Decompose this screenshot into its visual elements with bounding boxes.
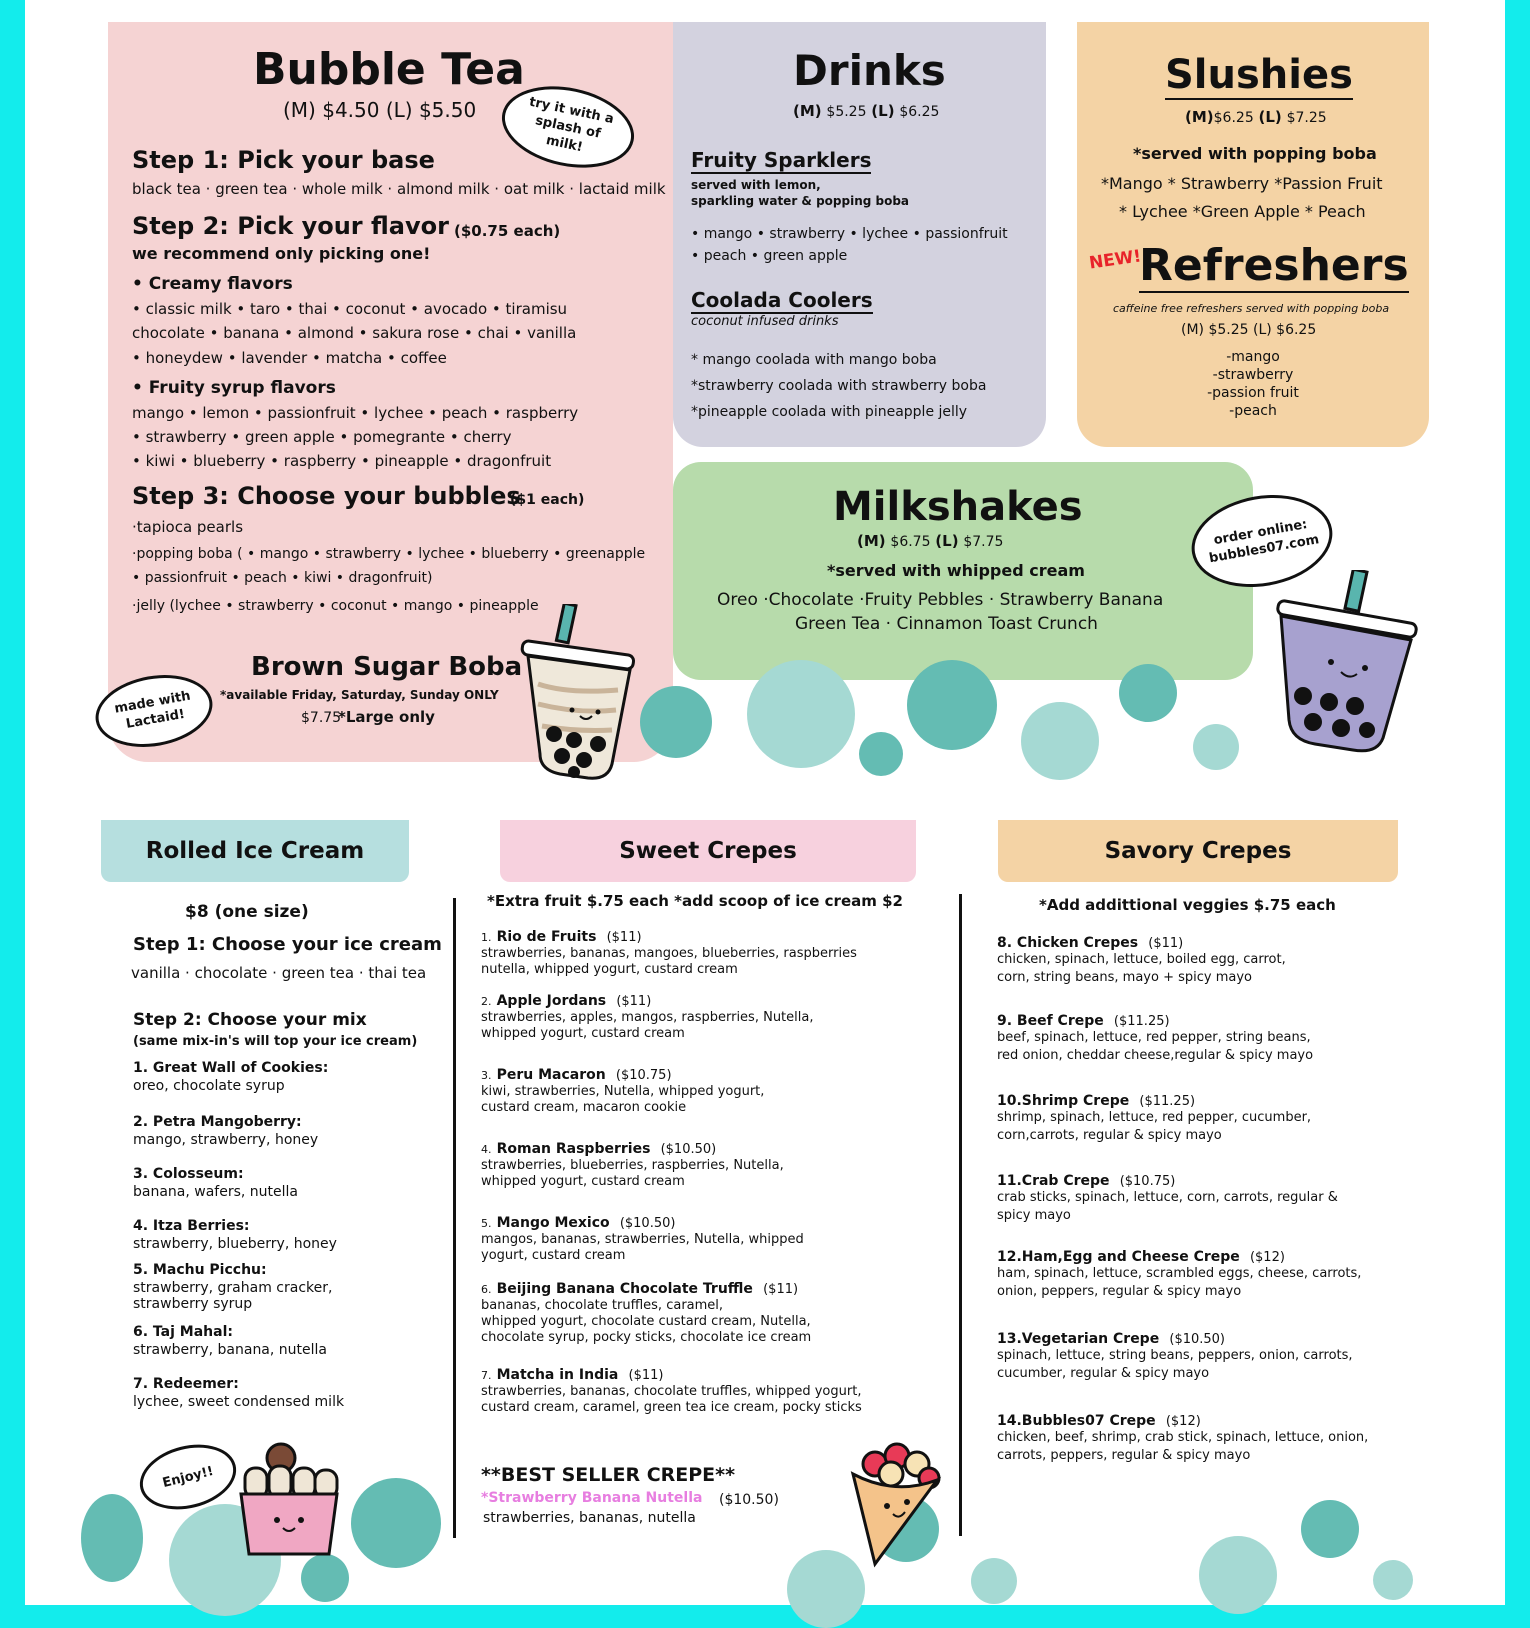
ice-cream-mix-desc: mango, strawberry, honey bbox=[133, 1132, 319, 1148]
brown-sugar-large: *Large only bbox=[338, 708, 435, 726]
savory-crepe-desc: corn,carrots, regular & spicy mayo bbox=[997, 1128, 1222, 1143]
savory-crepe-price: ($11.25) bbox=[1113, 1014, 1170, 1029]
sparklers-sub-1: served with lemon, bbox=[691, 178, 821, 192]
savory-crepe-desc: ham, spinach, lettuce, scrambled eggs, cheese, carrots, bbox=[997, 1266, 1362, 1281]
ice-cream-mix-desc: strawberry, blueberry, honey bbox=[133, 1236, 337, 1252]
drinks-price-m: $5.25 bbox=[826, 104, 867, 120]
rolled-ice-cream-header: Rolled Ice Cream bbox=[101, 820, 409, 882]
savory-crepe-item bbox=[997, 1410, 1201, 1429]
savory-crepe-desc: red onion, cheddar cheese,regular & spicy mayo bbox=[997, 1048, 1314, 1063]
sparklers-line-1: • mango • strawberry • lychee • passionfruit bbox=[691, 226, 1008, 242]
sweet-crepe-num: 5. bbox=[481, 1217, 492, 1230]
creamy-line-1: • classic milk • taro • thai • coconut • avocado • tiramisu bbox=[132, 300, 568, 318]
decor-circle bbox=[301, 1554, 349, 1602]
milkshakes-flavors-1: Oreo ·Chocolate ·Fruity Pebbles · Strawberry Banana bbox=[717, 590, 1164, 610]
sweet-crepe-num: 2. bbox=[481, 995, 492, 1008]
step1-title: Step 1: Pick your base bbox=[132, 146, 435, 174]
decor-circle bbox=[971, 1558, 1017, 1604]
sweet-crepe-item bbox=[481, 990, 651, 1009]
savory-crepe-item bbox=[997, 932, 1183, 951]
sweet-crepe-price: ($11) bbox=[606, 930, 642, 945]
savory-crepe-name: 12.Ham,Egg and Cheese Crepe bbox=[997, 1249, 1240, 1265]
savory-crepe-price: ($10.50) bbox=[1169, 1332, 1226, 1347]
bubble-line-1: ·tapioca pearls bbox=[132, 518, 244, 536]
sweet-crepe-item bbox=[481, 1278, 798, 1297]
drinks-panel bbox=[673, 22, 1046, 447]
sweet-crepe-name: Matcha in India bbox=[496, 1367, 619, 1383]
ice-cream-mix-name: 6. Taj Mahal: bbox=[133, 1324, 233, 1340]
step1-items: black tea · green tea · whole milk · almond milk · oat milk · lactaid milk bbox=[132, 180, 666, 198]
sweet-crepe-price: ($10.50) bbox=[619, 1216, 676, 1231]
savory-crepe-name: 14.Bubbles07 Crepe bbox=[997, 1413, 1156, 1429]
savory-crepe-name: 8. Chicken Crepes bbox=[997, 935, 1139, 951]
ice-cream-mix-name: 3. Colosseum: bbox=[133, 1166, 244, 1182]
sweet-crepe-num: 6. bbox=[481, 1283, 492, 1296]
sweet-crepe-item bbox=[481, 926, 642, 945]
shakes-price-l: $7.75 bbox=[963, 534, 1004, 550]
fruity-line-2: • strawberry • green apple • pomegrante • cherry bbox=[132, 428, 512, 446]
savory-crepe-price: ($12) bbox=[1249, 1250, 1285, 1265]
savory-crepe-desc: shrimp, spinach, lettuce, red pepper, cucumber, bbox=[997, 1110, 1312, 1125]
decor-circle bbox=[907, 660, 997, 750]
sparklers-sub-2: sparkling water & popping boba bbox=[691, 194, 910, 208]
savory-crepe-item bbox=[997, 1246, 1285, 1265]
best-seller-title: **BEST SELLER CREPE** bbox=[481, 1464, 736, 1486]
sweet-crepe-name: Roman Raspberries bbox=[496, 1141, 651, 1157]
step2-price: ($0.75 each) bbox=[454, 222, 561, 240]
fruity-title: • Fruity syrup flavors bbox=[132, 378, 336, 398]
refreshers-item: -passion fruit bbox=[1207, 385, 1299, 401]
sweet-crepe-desc: chocolate syrup, pocky sticks, chocolate ice cream bbox=[481, 1330, 812, 1345]
ice-cream-step2-note: (same mix-in's will top your ice cream) bbox=[133, 1034, 418, 1049]
slushies-price-m: $6.25 bbox=[1213, 110, 1254, 126]
milk-speech-bubble: try it with a splash of milk! bbox=[494, 75, 641, 179]
milkshakes-note: *served with whipped cream bbox=[827, 561, 1085, 580]
refreshers-item: -mango bbox=[1226, 349, 1280, 365]
slushies-price-m-label: (M) bbox=[1185, 108, 1214, 126]
best-seller-desc: strawberries, bananas, nutella bbox=[483, 1510, 696, 1526]
milkshakes-flavors-2: Green Tea · Cinnamon Toast Crunch bbox=[795, 614, 1098, 634]
bubble-tea-title: Bubble Tea bbox=[253, 44, 525, 95]
sweet-crepe-num: 7. bbox=[481, 1369, 492, 1382]
sweet-crepe-name: Rio de Fruits bbox=[496, 929, 597, 945]
sweet-crepe-desc: whipped yogurt, chocolate custard cream, Nutella, bbox=[481, 1314, 811, 1329]
sweet-crepe-item bbox=[481, 1212, 675, 1231]
refreshers-item: -peach bbox=[1229, 403, 1277, 419]
ice-cream-step1-title: Step 1: Choose your ice cream bbox=[133, 934, 442, 955]
shakes-price-m: $6.75 bbox=[890, 534, 931, 550]
savory-crepe-desc: crab sticks, spinach, lettuce, corn, carrots, regular & bbox=[997, 1190, 1338, 1205]
savory-crepe-desc: spinach, lettuce, string beans, peppers, onion, carrots, bbox=[997, 1348, 1353, 1363]
coolers-sub: coconut infused drinks bbox=[691, 314, 839, 329]
enjoy-speech-bubble: Enjoy!! bbox=[133, 1435, 243, 1519]
decor-circle bbox=[1373, 1560, 1413, 1600]
ice-cream-mix-name: 1. Great Wall of Cookies: bbox=[133, 1060, 329, 1076]
savory-crepe-price: ($10.75) bbox=[1119, 1174, 1176, 1189]
sweet-crepe-desc: strawberries, bananas, chocolate truffles, whipped yogurt, bbox=[481, 1384, 862, 1399]
ice-cream-price: $8 (one size) bbox=[185, 902, 309, 922]
savory-crepe-desc: chicken, spinach, lettuce, boiled egg, carrot, bbox=[997, 952, 1286, 967]
ice-cream-mix-name: 4. Itza Berries: bbox=[133, 1218, 250, 1234]
drinks-price-l-label: (L) bbox=[871, 102, 895, 120]
sweet-crepe-price: ($11) bbox=[628, 1368, 664, 1383]
refreshers-price: (M) $5.25 (L) $6.25 bbox=[1181, 322, 1317, 338]
column-divider bbox=[453, 898, 456, 1538]
refreshers-list bbox=[1077, 348, 1429, 420]
decor-circle bbox=[747, 660, 855, 768]
column-divider bbox=[959, 894, 962, 1536]
creamy-line-2: chocolate • banana • almond • sakura rose • chai • vanilla bbox=[132, 324, 577, 342]
bubble-line-4: ·jelly (lychee • strawberry • coconut • mango • pineapple bbox=[132, 598, 539, 614]
shakes-price-m-label: (M) bbox=[857, 532, 886, 550]
refreshers-note: caffeine free refreshers served with popping boba bbox=[1113, 302, 1390, 315]
sweet-crepe-desc: custard cream, caramel, green tea ice cream, pocky sticks bbox=[481, 1400, 862, 1415]
decor-circle bbox=[1193, 724, 1239, 770]
sweet-crepe-num: 1. bbox=[481, 931, 492, 944]
savory-crepe-name: 13.Vegetarian Crepe bbox=[997, 1331, 1160, 1347]
new-badge: NEW! bbox=[1087, 246, 1143, 274]
sparklers-title: Fruity Sparklers bbox=[691, 148, 872, 172]
ice-cream-mix-desc: oreo, chocolate syrup bbox=[133, 1078, 285, 1094]
drinks-title: Drinks bbox=[793, 46, 946, 95]
menu-page bbox=[25, 0, 1505, 1605]
creamy-title: • Creamy flavors bbox=[132, 274, 293, 294]
sweet-crepe-desc: strawberries, bananas, mangoes, blueberries, raspberries bbox=[481, 946, 857, 961]
best-seller-name: *Strawberry Banana Nutella bbox=[481, 1490, 703, 1506]
savory-crepe-item bbox=[997, 1010, 1170, 1029]
sweet-crepe-name: Mango Mexico bbox=[496, 1215, 610, 1231]
decor-circle bbox=[640, 686, 712, 758]
sweet-crepe-num: 3. bbox=[481, 1069, 492, 1082]
bubble-line-2: ·popping boba ( • mango • strawberry • lychee • blueberry • greenapple bbox=[132, 546, 646, 562]
sweet-crepe-desc: nutella, whipped yogurt, custard cream bbox=[481, 962, 738, 977]
decor-circle bbox=[1021, 702, 1099, 780]
slushies-price-l-label: (L) bbox=[1258, 108, 1282, 126]
savory-crepe-desc: chicken, beef, shrimp, crab stick, spinach, lettuce, onion, bbox=[997, 1430, 1369, 1445]
sweet-crepe-desc: yogurt, custard cream bbox=[481, 1248, 626, 1263]
slushies-title: Slushies bbox=[1165, 52, 1353, 98]
refreshers-item: -strawberry bbox=[1212, 367, 1294, 383]
savory-crepe-desc: carrots, peppers, regular & spicy mayo bbox=[997, 1448, 1251, 1463]
drinks-price-l: $6.25 bbox=[899, 104, 940, 120]
decor-circle bbox=[1119, 664, 1177, 722]
ice-cream-step1-items: vanilla · chocolate · green tea · thai tea bbox=[131, 964, 427, 982]
savory-crepe-desc: onion, peppers, regular & spicy mayo bbox=[997, 1284, 1242, 1299]
step3-price: ($1 each) bbox=[510, 492, 585, 508]
slushies-flavors-2: * Lychee *Green Apple * Peach bbox=[1119, 202, 1366, 221]
ice-cream-mix-desc: banana, wafers, nutella bbox=[133, 1184, 298, 1200]
step3-title: Step 3: Choose your bubbles bbox=[132, 482, 521, 510]
refreshers-title: Refreshers bbox=[1139, 240, 1409, 291]
milkshakes-title: Milkshakes bbox=[833, 484, 1083, 530]
sweet-crepe-desc: mangos, bananas, strawberries, Nutella, whipped bbox=[481, 1232, 804, 1247]
savory-crepe-desc: cucumber, regular & spicy mayo bbox=[997, 1366, 1210, 1381]
decor-circle bbox=[1199, 1536, 1277, 1614]
sweet-crepe-desc: bananas, chocolate truffles, caramel, bbox=[481, 1298, 724, 1313]
fruity-line-3: • kiwi • blueberry • raspberry • pineapple • dragonfruit bbox=[132, 452, 552, 470]
lactaid-speech-bubble: made with Lactaid! bbox=[90, 666, 218, 755]
ice-cream-mix-desc: strawberry, banana, nutella bbox=[133, 1342, 327, 1358]
taro-tea-cup-icon bbox=[1263, 570, 1423, 760]
savory-crepe-item bbox=[997, 1328, 1225, 1347]
sweet-crepes-note: *Extra fruit $.75 each *add scoop of ice cream $2 bbox=[487, 892, 903, 910]
ice-cream-mix-name: 5. Machu Picchu: bbox=[133, 1262, 267, 1278]
slushies-flavors-1: *Mango * Strawberry *Passion Fruit bbox=[1101, 174, 1383, 193]
sweet-crepe-item bbox=[481, 1138, 716, 1157]
sweet-crepe-item bbox=[481, 1364, 663, 1383]
sweet-crepe-price: ($10.75) bbox=[615, 1068, 672, 1083]
sweet-crepe-price: ($11) bbox=[616, 994, 652, 1009]
savory-crepe-desc: spicy mayo bbox=[997, 1208, 1071, 1223]
savory-crepes-note: *Add addittional veggies $.75 each bbox=[1039, 896, 1336, 914]
savory-crepe-name: 11.Crab Crepe bbox=[997, 1173, 1110, 1189]
bubble-line-3: • passionfruit • peach • kiwi • dragonfruit) bbox=[132, 570, 433, 586]
rolled-ice-cream-icon bbox=[235, 1440, 345, 1558]
sweet-crepe-name: Peru Macaron bbox=[496, 1067, 606, 1083]
savory-crepe-price: ($12) bbox=[1165, 1414, 1201, 1429]
crepe-icon bbox=[845, 1440, 945, 1570]
best-seller-price: ($10.50) bbox=[719, 1492, 779, 1508]
decor-circle bbox=[859, 732, 903, 776]
savory-crepe-name: 10.Shrimp Crepe bbox=[997, 1093, 1130, 1109]
slushies-panel bbox=[1077, 22, 1429, 447]
coolers-line-3: *pineapple coolada with pineapple jelly bbox=[691, 404, 968, 420]
savory-crepe-item bbox=[997, 1170, 1175, 1189]
shakes-price-l-label: (L) bbox=[935, 532, 959, 550]
sweet-crepe-desc: whipped yogurt, custard cream bbox=[481, 1174, 685, 1189]
fruity-line-1: mango • lemon • passionfruit • lychee • peach • raspberry bbox=[132, 404, 579, 422]
slushies-note: *served with popping boba bbox=[1133, 144, 1377, 163]
sweet-crepe-desc: strawberries, apples, mangos, raspberries, Nutella, bbox=[481, 1010, 814, 1025]
coolers-line-1: * mango coolada with mango boba bbox=[691, 352, 937, 368]
sweet-crepe-price: ($10.50) bbox=[660, 1142, 717, 1157]
bubble-tea-cup-icon bbox=[508, 604, 648, 794]
coolers-line-2: *strawberry coolada with strawberry boba bbox=[691, 378, 987, 394]
creamy-line-3: • honeydew • lavender • matcha • coffee bbox=[132, 349, 447, 367]
decor-circle bbox=[1301, 1500, 1359, 1558]
milkshakes-panel bbox=[673, 462, 1253, 680]
sweet-crepe-desc: kiwi, strawberries, Nutella, whipped yogurt, bbox=[481, 1084, 765, 1099]
order-online-speech-bubble: order online: bubbles07.com bbox=[1184, 484, 1339, 597]
savory-crepe-name: 9. Beef Crepe bbox=[997, 1013, 1104, 1029]
savory-crepe-price: ($11) bbox=[1148, 936, 1184, 951]
drinks-price-m-label: (M) bbox=[793, 102, 822, 120]
slushies-price-l: $7.25 bbox=[1286, 110, 1327, 126]
step2-title: Step 2: Pick your flavor bbox=[132, 212, 449, 240]
sweet-crepe-name: Apple Jordans bbox=[496, 993, 607, 1009]
savory-crepes-header: Savory Crepes bbox=[998, 820, 1398, 882]
ice-cream-mix-desc: strawberry, graham cracker, bbox=[133, 1280, 333, 1296]
decor-circle bbox=[81, 1494, 143, 1582]
brown-sugar-price: $7.75 bbox=[301, 710, 342, 726]
ice-cream-mix-name: 2. Petra Mangoberry: bbox=[133, 1114, 302, 1130]
sweet-crepes-header: Sweet Crepes bbox=[500, 820, 916, 882]
sweet-crepe-desc: strawberries, blueberries, raspberries, Nutella, bbox=[481, 1158, 784, 1173]
ice-cream-mix-desc: lychee, sweet condensed milk bbox=[133, 1394, 345, 1410]
sweet-crepe-desc: whipped yogurt, custard cream bbox=[481, 1026, 685, 1041]
sparklers-line-2: • peach • green apple bbox=[691, 248, 848, 264]
ice-cream-mix-name: 7. Redeemer: bbox=[133, 1376, 239, 1392]
sweet-crepe-item bbox=[481, 1064, 672, 1083]
step2-note: we recommend only picking one! bbox=[132, 244, 431, 263]
savory-crepe-desc: corn, string beans, mayo + spicy mayo bbox=[997, 970, 1252, 985]
sweet-crepe-price: ($11) bbox=[763, 1282, 799, 1297]
ice-cream-mix-desc: strawberry syrup bbox=[133, 1296, 253, 1312]
ice-cream-step2-title: Step 2: Choose your mix bbox=[133, 1010, 367, 1030]
sweet-crepe-num: 4. bbox=[481, 1143, 492, 1156]
sweet-crepe-desc: custard cream, macaron cookie bbox=[481, 1100, 687, 1115]
decor-circle bbox=[351, 1478, 441, 1568]
savory-crepe-desc: beef, spinach, lettuce, red pepper, string beans, bbox=[997, 1030, 1311, 1045]
savory-crepe-item bbox=[997, 1090, 1195, 1109]
savory-crepe-price: ($11.25) bbox=[1139, 1094, 1196, 1109]
bubble-tea-panel bbox=[108, 22, 673, 762]
bubble-tea-price: (M) $4.50 (L) $5.50 bbox=[283, 98, 477, 122]
brown-sugar-title: Brown Sugar Boba bbox=[251, 652, 523, 682]
brown-sugar-note: *available Friday, Saturday, Sunday ONLY bbox=[220, 688, 499, 702]
sweet-crepe-name: Beijing Banana Chocolate Truffle bbox=[496, 1281, 753, 1297]
coolers-title: Coolada Coolers bbox=[691, 288, 873, 312]
